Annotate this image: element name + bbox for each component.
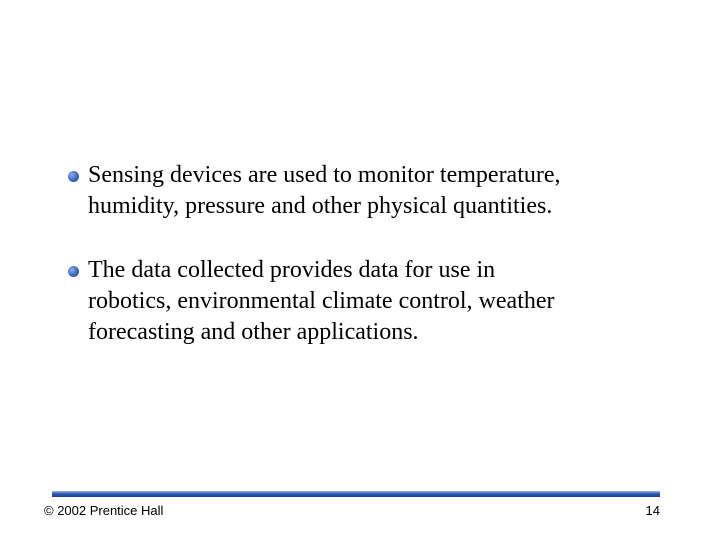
bullet-text: Sensing devices are used to monitor temperature, humidity, pressure and other physical quantities. [88,162,561,219]
bullet-dot-icon [68,266,79,277]
bullet-list [68,160,668,381]
bullet-text: The data collected provides data for use in robotics, environmental climate control, weather forecasting and other applications. [88,257,555,345]
footer-page-number: 14 [645,503,660,518]
bullet-item [68,160,668,222]
footer-copyright: © 2002 Prentice Hall [44,503,164,518]
bullet-item [68,255,668,348]
bullet-dot-icon [68,171,79,182]
footer-rule [52,491,660,497]
